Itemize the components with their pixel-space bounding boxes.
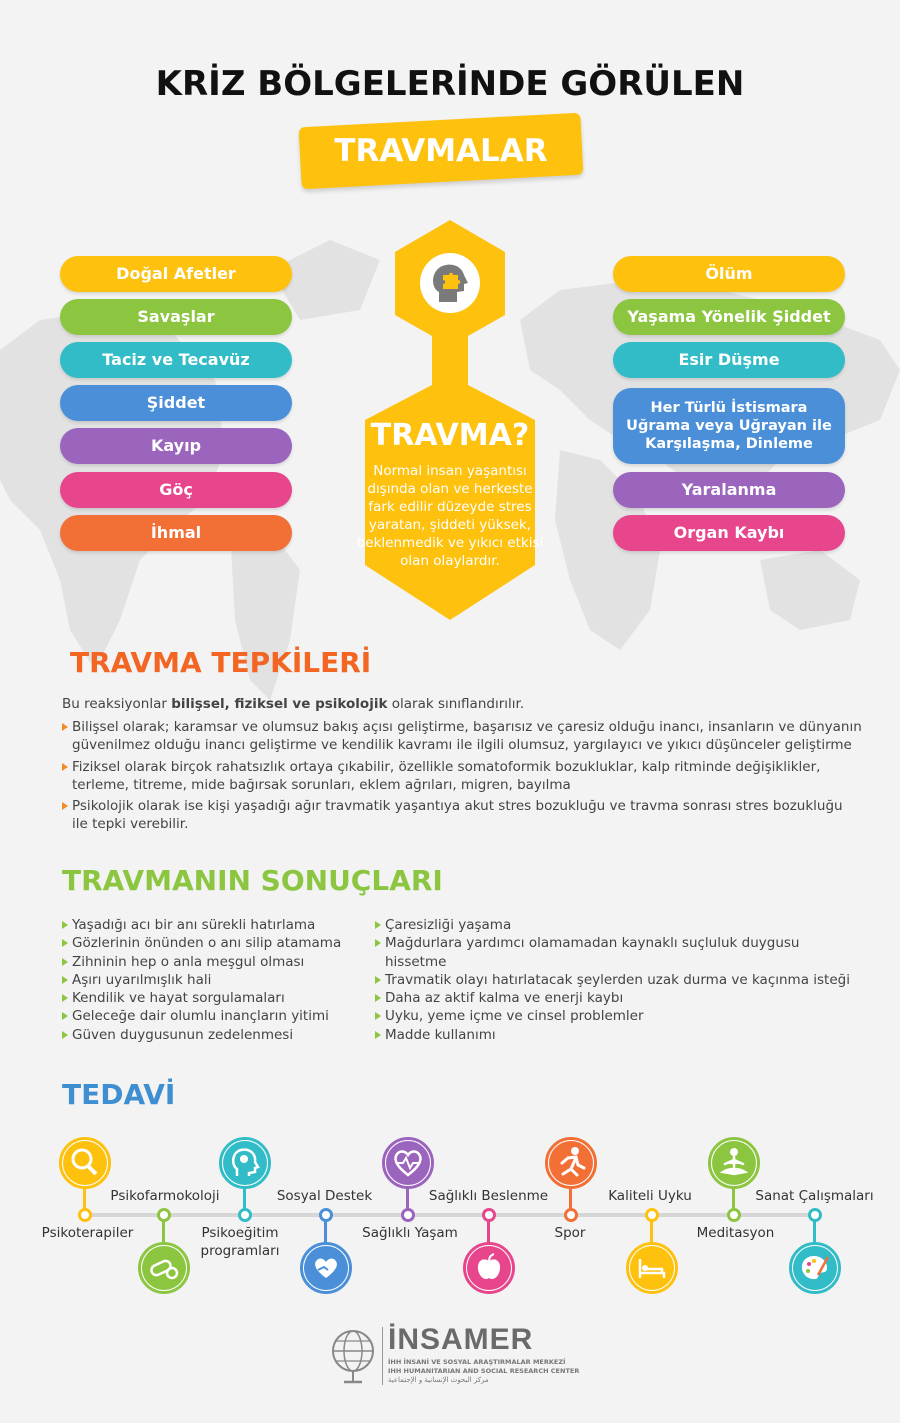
bed-icon xyxy=(626,1242,678,1294)
cause-pill-left: Kayıp xyxy=(60,428,292,464)
treatment-label: Kaliteli Uyku xyxy=(608,1188,692,1204)
insamer-logo xyxy=(330,1323,580,1395)
travma-definition: Normal insan yaşantısı dışında olan ve herkeste fark edilir düzeyde stres yaratan, şiddeti yüksek, beklenmedik ve yıkıcı etkisi olan olaylardır. xyxy=(356,463,544,569)
treatment-label: Sağlıklı Beslenme xyxy=(428,1188,549,1204)
cause-pill-right: Organ Kaybı xyxy=(613,515,845,551)
apple-icon xyxy=(463,1242,515,1294)
reactions-intro-post: olarak sınıflandırılır. xyxy=(387,696,525,712)
treatment-timeline xyxy=(80,1213,815,1217)
logo-subtitle-tr: İHH İNSANİ VE SOSYAL ARAŞTIRMALAR MERKEZİ xyxy=(388,1358,566,1366)
treatment-heading: TEDAVİ xyxy=(62,1078,176,1111)
consequence-item: Çaresizliği yaşama xyxy=(375,916,855,934)
consequence-item: Yaşadığı acı bir anı sürekli hatırlama xyxy=(62,916,362,934)
reactions-intro-bold: bilişsel, fiziksel ve psikolojik xyxy=(171,696,388,712)
meditation-icon xyxy=(708,1137,760,1189)
consequence-item: Zihninin hep o anla meşgul olması xyxy=(62,953,362,971)
reactions-intro xyxy=(62,695,852,713)
consequence-item: Uyku, yeme içme ve cinsel problemler xyxy=(375,1007,855,1025)
consequence-item: Güven duygusunun zedelenmesi xyxy=(62,1026,362,1044)
timeline-node xyxy=(78,1208,92,1222)
title-badge xyxy=(299,113,584,190)
treatment-label: Sanat Çalışmaları xyxy=(755,1188,874,1204)
treatment-label xyxy=(185,1224,295,1260)
consequences-left-list xyxy=(62,916,362,1044)
heartbeat-icon xyxy=(382,1137,434,1189)
page-title: KRİZ BÖLGELERİNDE GÖRÜLEN xyxy=(155,64,745,104)
treatment-label: Meditasyon xyxy=(696,1225,775,1241)
cause-pill-right: Her Türlü İstismara Uğrama veya Uğrayan ile Karşılaşma, Dinleme xyxy=(613,388,845,464)
heart-hands-icon xyxy=(300,1242,352,1294)
reaction-item: Psikolojik olarak ise kişi yaşadığı ağır travmatik yaşantıya akut stres bozukluğu ve travma sonrası stres bozukluğu ile tepki verebilir. xyxy=(62,797,862,833)
treatment-label: Sosyal Destek xyxy=(276,1188,373,1204)
pills-icon xyxy=(138,1242,190,1294)
treatment-label: Sağlıklı Yaşam xyxy=(362,1225,458,1241)
logo-subtitle-en: IHH HUMANITARIAN AND SOCIAL RESEARCH CENTER xyxy=(388,1367,580,1375)
timeline-node xyxy=(727,1208,741,1222)
cause-pill-left: Göç xyxy=(60,472,292,508)
brain-head-icon xyxy=(219,1137,271,1189)
consequence-item: Daha az aktif kalma ve enerji kaybı xyxy=(375,989,855,1007)
consequence-item: Aşırı uyarılmışlık hali xyxy=(62,971,362,989)
consequence-item: Geleceğe dair olumlu inançların yitimi xyxy=(62,1007,362,1025)
timeline-node xyxy=(564,1208,578,1222)
runner-icon xyxy=(545,1137,597,1189)
timeline-node xyxy=(645,1208,659,1222)
globe-icon xyxy=(330,1327,376,1389)
head-puzzle-icon xyxy=(425,258,475,308)
cause-pill-right: Yaşama Yönelik Şiddet xyxy=(613,299,845,335)
timeline-node xyxy=(482,1208,496,1222)
treatment-label-line: Psikoeğitim xyxy=(201,1225,279,1241)
treatment-label-line: programları xyxy=(200,1243,280,1259)
timeline-node xyxy=(808,1208,822,1222)
magnifier-head-icon xyxy=(59,1137,111,1189)
reaction-item: Bilişsel olarak; karamsar ve olumsuz bakış açısı geliştirme, başarısız ve çaresiz olduğu inancı, insanların ve dünyanın güvenilmez olduğu inancı geliştirme ve kendilik kavramı ile ilgili olumsuz, yargılayıcı ve yıkıcı düşünceler geliştirme xyxy=(62,718,862,754)
cause-pill-left: Şiddet xyxy=(60,385,292,421)
travma-heading: TRAVMA? xyxy=(370,418,530,453)
timeline-node xyxy=(401,1208,415,1222)
consequence-item: Gözlerinin önünden o anı silip atamama xyxy=(62,934,362,952)
cause-pill-left: Taciz ve Tecavüz xyxy=(60,342,292,378)
treatment-label: Psikoterapiler xyxy=(41,1225,134,1241)
consequence-item: Madde kullanımı xyxy=(375,1026,855,1044)
consequence-item: Kendilik ve hayat sorgulamaları xyxy=(62,989,362,1007)
treatment-label: Psikofarmokoloji xyxy=(110,1188,220,1204)
cause-pill-left: İhmal xyxy=(60,515,292,551)
logo-wordmark: İNSAMER xyxy=(388,1323,534,1356)
logo-divider xyxy=(382,1327,383,1385)
palette-icon xyxy=(789,1242,841,1294)
consequence-item: Mağdurlara yardımcı olamamadan kaynaklı suçluluk duygusu hissetme xyxy=(375,934,815,971)
reaction-item: Fiziksel olarak birçok rahatsızlık ortaya çıkabilir, özellikle somatoformik bozukluklar, kalp ritminde değişiklikler, terleme, titreme, mide bağırsak sorunları, eklem ağrıları, migren, bayılma xyxy=(62,758,862,794)
consequences-right-list xyxy=(375,916,855,1044)
timeline-node xyxy=(238,1208,252,1222)
timeline-node xyxy=(319,1208,333,1222)
timeline-node xyxy=(157,1208,171,1222)
cause-pill-right: Ölüm xyxy=(613,256,845,292)
cause-pill-right: Yaralanma xyxy=(613,472,845,508)
cause-pill-left: Savaşlar xyxy=(60,299,292,335)
consequences-heading: TRAVMANIN SONUÇLARI xyxy=(62,864,443,897)
title-badge-text: TRAVMALAR xyxy=(334,133,548,169)
treatment-label: Spor xyxy=(554,1225,586,1241)
reactions-heading: TRAVMA TEPKİLERİ xyxy=(70,646,372,679)
cause-pill-right: Esir Düşme xyxy=(613,342,845,378)
reactions-intro-pre: Bu reaksiyonlar xyxy=(62,696,172,712)
cause-pill-left: Doğal Afetler xyxy=(60,256,292,292)
logo-subtitle-ar: مركز البحوث الإنسانية و الإجتماعية xyxy=(388,1376,489,1384)
consequence-item: Travmatik olayı hatırlatacak şeylerden uzak durma ve kaçınma isteği xyxy=(375,971,855,989)
